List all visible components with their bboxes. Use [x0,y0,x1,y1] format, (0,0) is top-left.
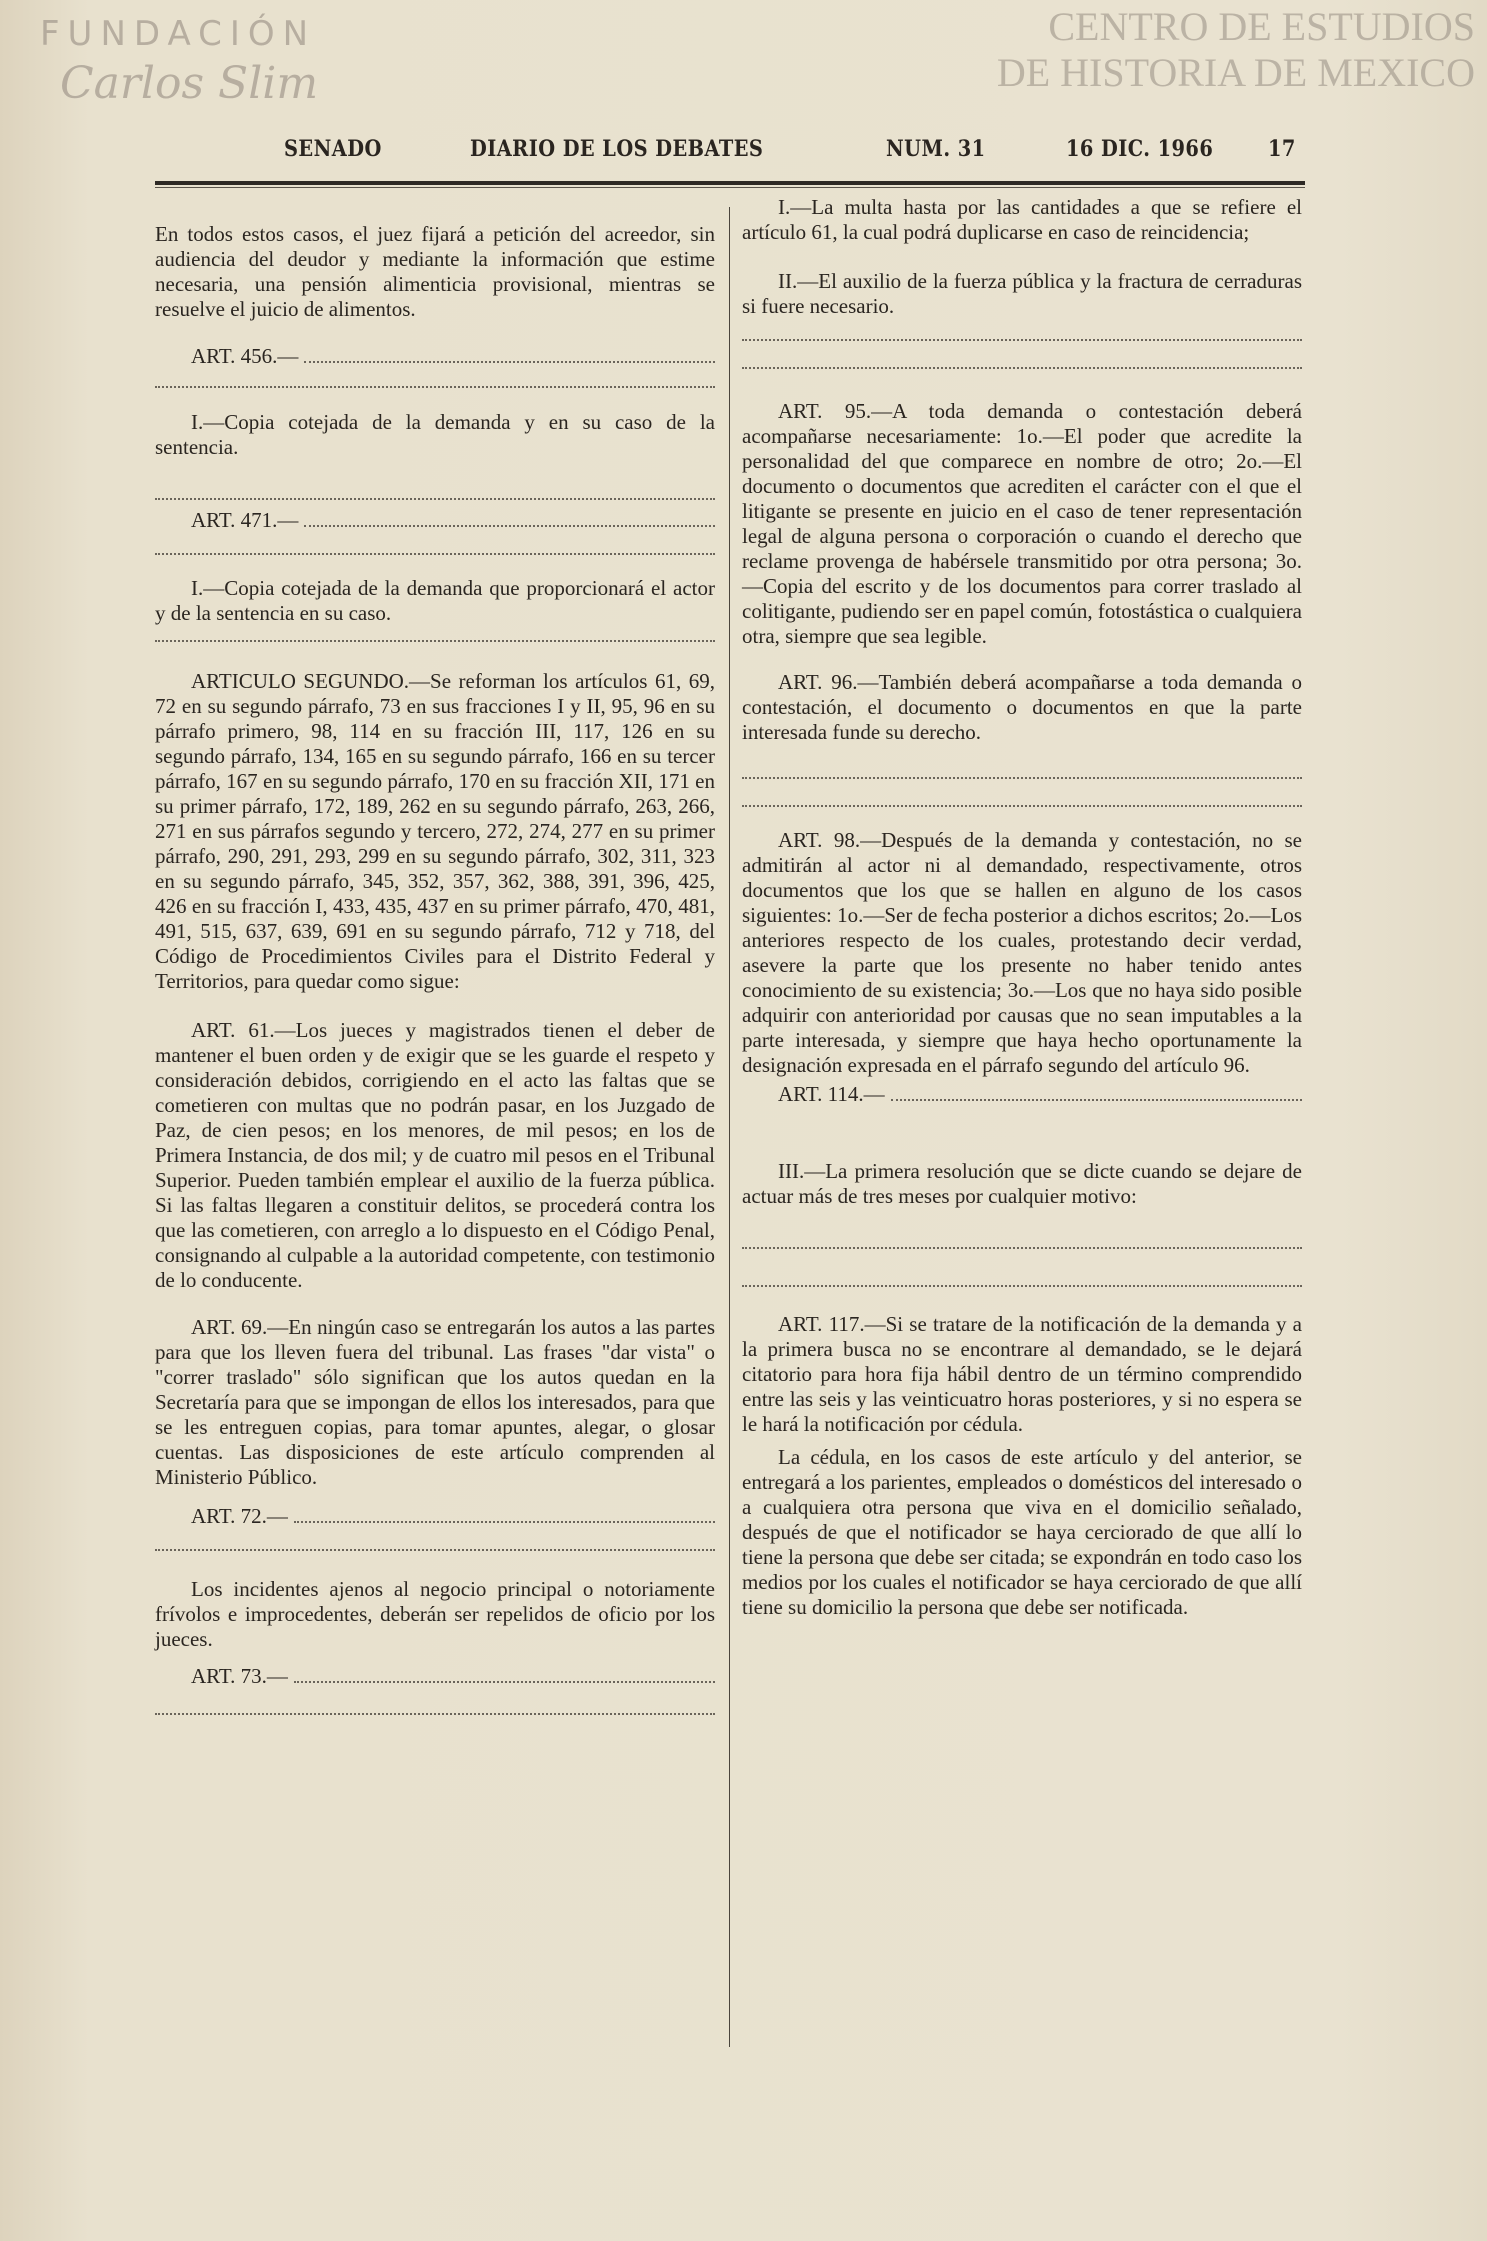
dotted-separator [155,1713,715,1715]
fraction-ii-auxilio: II.—El auxilio de la fuerza pública y la fractura de cerraduras si fuere necesario. [742,269,1302,318]
article-114: ART. 114.— [742,1082,1302,1107]
article-61: ART. 61.—Los jueces y magistrados tienen el deber de mantener el buen orden y de exigir que se les guarde el respeto y consideración debidos, corrigiendo en el acto las faltas que se cometieren con multas que no podrán pasar, en los Juzgado de Paz, de cien pesos; en los menores, de mil pesos; en los de Primera Instancia, de dos mil; y de cuatro mil pesos en el Tribunal Superior. Pueden también emplear el auxilio de la fuerza pública. Si las faltas llegaren a constituir delitos, se procederá contra los que las cometieren, con arreglo a lo dispuesto en el Código Penal, consignando al culpable a la autoridad competente, con testimonio de lo conducente. [155,1018,715,1292]
header-page-number: 17 [1268,136,1296,162]
dotted-separator [155,640,715,642]
articulo-segundo: ARTICULO SEGUNDO.—Se reforman los artículos 61, 69, 72 en su segundo párrafo, 73 en sus fracciones I y II, 95, 96 en su párrafo primero, 98, 114 en su fracción III, 117, 126 en su segundo párrafo, 134, 165 en su segundo párrafo, 166 en su tercer párrafo, 167 en su segundo párrafo, 170 en su fracción XII, 171 en su primer párrafo, 172, 189, 262 en su segundo párrafo, 263, 266, 271 en sus párrafos segundo y tercero, 272, 274, 277 en su primer párrafo, 290, 291, 293, 299 en su segundo párrafo, 302, 311, 323 en su segundo párrafo, 345, 352, 357, 362, 388, 391, 396, 425, 426 en su fracción I, 433, 435, 437 en su primer párrafo, 470, 481, 491, 515, 637, 639, 691 en su segundo párrafo, 712 y 718, del Código de Procedimientos Civiles para el Distrito Federal y Territorios, para quedar como sigue: [155,669,715,993]
article-117: ART. 117.—Si se tratare de la notificación de la demanda y a la primera busca no se encontrare al demandado, se le dejará citatorio para hora fija hábil dentro de un término comprendido entre las seis y las veinticuatro horas posteriores, y si no espera se le hará la notificación por cédula. [742,1312,1302,1436]
article-72: ART. 72.— [155,1504,715,1529]
article-73: ART. 73.— [155,1664,715,1689]
header-date: 16 DIC. 1966 [1066,136,1214,162]
dotted-separator [742,777,1302,779]
fraction-456-i: I.—Copia cotejada de la demanda y en su caso de la sentencia. [155,410,715,459]
fraction-i-multa: I.—La multa hasta por las cantidades a que se refiere el artículo 61, la cual podrá duplicarse en caso de reincidencia; [742,195,1302,244]
watermark-signature: Carlos Slim [60,58,319,109]
article-95: ART. 95.—A toda demanda o contestación deberá acompañarse necesariamente: 1o.—El poder que acredite la personalidad del que comparece en nombre de otro; 2o.—El documento o documentos que acrediten el carácter con el que el litigante se presente en juicio en el caso de tener representación legal de alguna persona o corporación o cuando el derecho que reclame provenga de habérsele transmitido por otra persona; 3o.—Copia del escrito y de los documentos para correr traslado al colitigante, pudiendo ser en papel común, fotostástica o cualquiera otra, siempre que sea legible. [742,399,1302,648]
header-rule-thin [155,187,1305,188]
fraction-iii-resolucion: III.—La primera resolución que se dicte cuando se dejare de actuar más de tres meses por cualquier motivo: [742,1159,1302,1208]
paragraph-cedula: La cédula, en los casos de este artículo y del anterior, se entregará a los parientes, empleados o domésticos del interesado o a cualquiera otra persona que viva en el domicilio señalado, después de que el notificador se haya cerciorado de que allí lo tiene la persona que debe ser citada; se expondrán en todo caso los medios por los cuales el notificador se haya cerciorado de que allí tiene su domicilio la persona que debe ser notificada. [742,1445,1302,1619]
article-98: ART. 98.—Después de la demanda y contestación, no se admitirán al actor ni al demandado, respectivamente, otros documentos que los que se hallen en alguno de los casos siguientes: 1o.—Ser de fecha posterior a dichos escritos; 2o.—Los anteriores respecto de los cuales, protestando decir verdad, asevere la parte que los presente no haber tenido antes conocimiento de su existencia; 3o.—Los que no haya sido posible adquirir con anterioridad por causas que no sean imputables a la parte interesada, y siempre que haya hecho oportunamente la designación expresada en el párrafo segundo del artículo 96. [742,828,1302,1077]
dotted-separator [742,339,1302,341]
header-section: SENADO [284,136,382,162]
article-456: ART. 456.— [155,344,715,369]
right-column [742,195,1302,1620]
dotted-separator [155,1549,715,1551]
dotted-separator [742,1247,1302,1249]
dotted-separator [742,367,1302,369]
article-471: ART. 471.— [155,508,715,533]
fraction-471-i: I.—Copia cotejada de la demanda que proporcionará el actor y de la sentencia en su caso. [155,576,715,625]
dotted-separator [742,805,1302,807]
column-divider [729,207,730,2047]
dotted-separator [155,553,715,555]
header-number: NUM. 31 [886,136,986,162]
dotted-separator [155,498,715,500]
paragraph-incidentes: Los incidentes ajenos al negocio principal o notoriamente frívolos e improcedentes, deberán ser repelidos de oficio por los jueces. [155,1577,715,1651]
left-column [155,222,715,1715]
dotted-separator [155,386,715,388]
header-title: DIARIO DE LOS DEBATES [470,136,764,162]
watermark-foundation: FUNDACIÓN [40,14,317,54]
watermark-text: CENTRO DE ESTUDIOS DE HISTORIA DE MEXICO [996,4,1475,95]
paragraph-alimentos: En todos estos casos, el juez fijará a petición del acreedor, sin audiencia del deudor y mediante la información que estime necesaria, una pensión alimenticia provisional, mientras se resuelve el juicio de alimentos. [155,222,715,321]
article-69: ART. 69.—En ningún caso se entregarán los autos a las partes para que los lleven fuera del tribunal. Las frases "dar vista" o "correr traslado" sólo significan que los autos quedan en la Secretaría para que se impongan de ellos los interesados, para que se les entreguen copias, para tomar apuntes, alegar, o glosar cuentas. Las disposiciones de este artículo comprenden al Ministerio Público. [155,1315,715,1489]
dotted-separator [742,1285,1302,1287]
article-96: ART. 96.—También deberá acompañarse a toda demanda o contestación, el documento o documentos en que la parte interesada funde su derecho. [742,670,1302,744]
header-rule [155,181,1305,185]
